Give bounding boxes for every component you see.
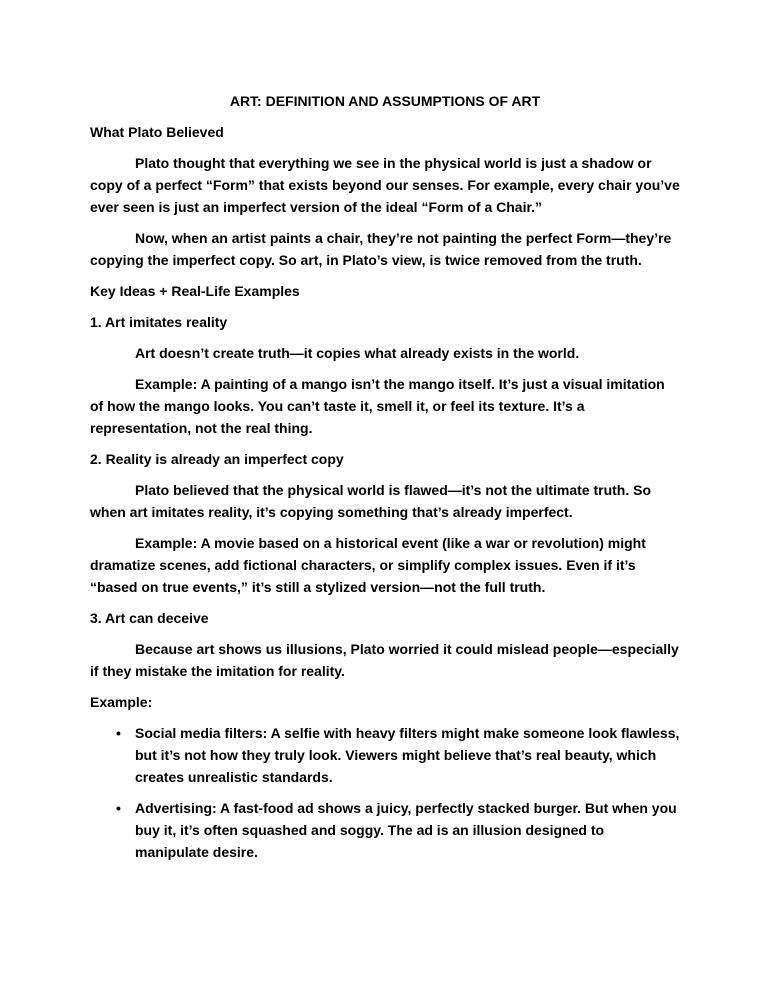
section-heading-plato: What Plato Believed	[90, 124, 224, 140]
idea-heading-2: 2. Reality is already an imperfect copy	[90, 451, 344, 467]
bullet-text-advertising: Advertising: A fast-food ad shows a juicy, perfectly stacked burger. But when you buy it, it’s often squashed and soggy. The ad is an illusion designed to manipulate desire.	[135, 800, 677, 860]
paragraph-plato-forms: Plato thought that everything we see in the physical world is just a shadow or copy of a perfect “Form” that exists beyond our senses. For example, every chair you’ve ever seen is just an imperfect version of the ideal “Form of a Chair.”	[90, 155, 680, 215]
paragraph-plato-artist: Now, when an artist paints a chair, they’re not painting the perfect Form—they’re copying the imperfect copy. So art, in Plato’s view, is twice removed from the truth.	[90, 230, 672, 268]
bullet-text-social-media: Social media filters: A selfie with heavy filters might make someone look flawless, but it’s not how they truly look. Viewers might believe that’s real beauty, which creates unrealistic standards.	[135, 725, 680, 785]
bullet-icon: •	[116, 725, 121, 741]
paragraph-idea3-statement: Because art shows us illusions, Plato worried it could mislead people—especially if they mistake the imitation for reality.	[90, 641, 679, 679]
paragraph-idea1-statement: Art doesn’t create truth—it copies what already exists in the world.	[135, 345, 580, 361]
paragraph-idea2-statement: Plato believed that the physical world is flawed—it’s not the ultimate truth. So when art imitates reality, it’s copying something that’s already imperfect.	[90, 482, 651, 520]
list-item	[90, 722, 680, 788]
idea-heading-3: 3. Art can deceive	[90, 610, 209, 626]
paragraph-idea2-example: Example: A movie based on a historical event (like a war or revolution) might dramatize scenes, add fictional characters, or simplify complex issues. Even if it’s “based on true events,” it’s still a stylized version—not the full truth.	[90, 535, 646, 595]
idea-heading-1: 1. Art imitates reality	[90, 314, 228, 330]
example-bullet-list	[90, 722, 680, 863]
example-label: Example:	[90, 694, 153, 710]
document-title: ART: DEFINITION AND ASSUMPTIONS OF ART	[229, 93, 541, 109]
document-page	[90, 90, 680, 872]
list-item	[90, 797, 680, 863]
section-heading-key-ideas: Key Ideas + Real-Life Examples	[90, 283, 300, 299]
paragraph-idea1-example: Example: A painting of a mango isn’t the mango itself. It’s just a visual imitation of how the mango looks. You can’t taste it, smell it, or feel its texture. It’s a representation, not the real thing.	[90, 376, 665, 436]
bullet-icon: •	[116, 800, 121, 816]
